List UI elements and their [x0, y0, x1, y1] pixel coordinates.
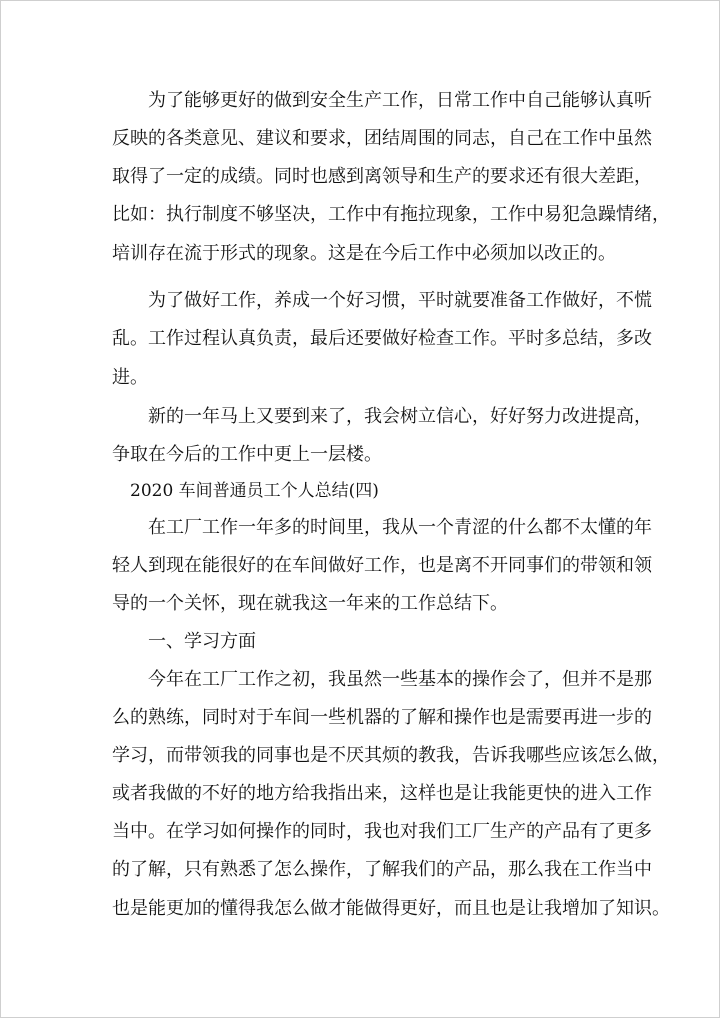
paragraph-line: 反映的各类意见、建议和要求，团结周围的同志，自己在工作中虽然 [112, 128, 652, 149]
paragraph-line: 进。 [112, 367, 148, 388]
paragraph-line: 培训存在流于形式的现象。这是在今后工作中必须加以改正的。 [112, 243, 616, 264]
paragraph-line: 轻人到现在能很好的在车间做好工作，也是离不开同事们的带领和领 [112, 555, 652, 576]
paragraph-line: 导的一个关怀，现在就我这一年来的工作总结下。 [112, 593, 508, 614]
paragraph-line: 学习，而带领我的同事也是不厌其烦的教我，告诉我哪些应该怎么做， [112, 745, 670, 766]
section-title: 2020 车间普通员工个人总结(四) [130, 481, 379, 501]
paragraph-line: 比如：执行制度不够坚决，工作中有拖拉现象，工作中易犯急躁情绪， [112, 204, 670, 225]
paragraph-line: 为了能够更好的做到安全生产工作，日常工作中自己能够认真听 [148, 90, 652, 111]
paragraph-line: 也是能更加的懂得我怎么做才能做得更好，而且也是让我增加了知识。 [112, 898, 670, 919]
paragraph-line: 今年在工厂工作之初，我虽然一些基本的操作会了，但并不是那 [148, 669, 652, 690]
paragraph-line: 新的一年马上又要到来了，我会树立信心，好好努力改进提高， [148, 406, 652, 427]
paragraph-line: 争取在今后的工作中更上一层楼。 [112, 444, 382, 465]
paragraph-line: 取得了一定的成绩。同时也感到离领导和生产的要求还有很大差距， [112, 166, 652, 187]
paragraph-line: 为了做好工作，养成一个好习惯，平时就要准备工作做好，不慌 [148, 290, 652, 311]
paragraph-line: 当中。在学习如何操作的同时，我也对我们工厂生产的产品有了更多 [112, 821, 652, 842]
paragraph-line: 么的熟练，同时对于车间一些机器的了解和操作也是需要再进一步的 [112, 707, 652, 728]
paragraph-line: 乱。工作过程认真负责，最后还要做好检查工作。平时多总结，多改 [112, 328, 652, 349]
paragraph-line: 的了解，只有熟悉了怎么操作，了解我们的产品，那么我在工作当中 [112, 859, 652, 880]
subsection-heading: 一、学习方面 [148, 631, 256, 652]
paragraph-line: 或者我做的不好的地方给我指出来，这样也是让我能更快的进入工作 [112, 783, 652, 804]
paragraph-line: 在工厂工作一年多的时间里，我从一个青涩的什么都不太懂的年 [148, 517, 652, 538]
